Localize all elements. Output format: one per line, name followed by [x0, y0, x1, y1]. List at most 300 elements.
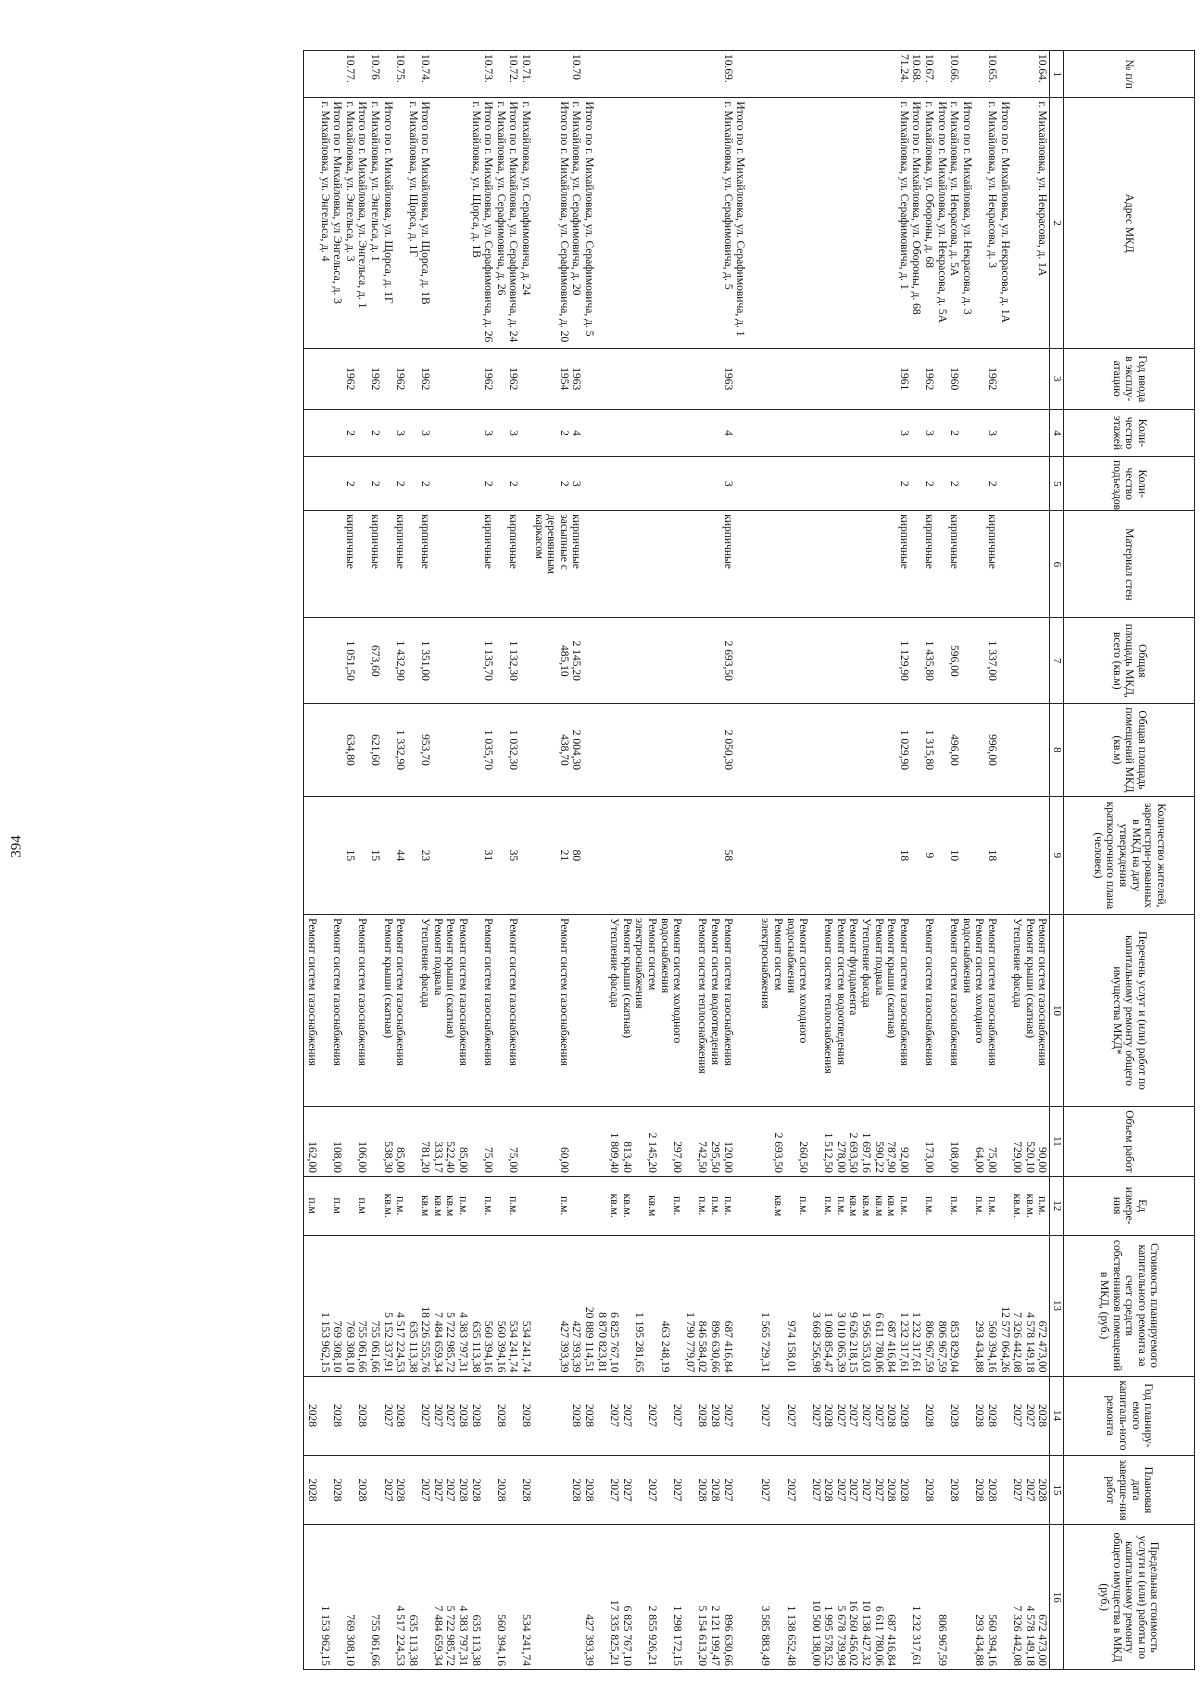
cell-line [582, 800, 595, 911]
cell-line: Итого по г. Михайловка, ул. Энгельса, д. 1 [356, 101, 369, 309]
cell-line [960, 1180, 973, 1232]
cell-line [356, 1528, 369, 1666]
cell-line [431, 800, 444, 911]
cell-line [671, 460, 684, 507]
cell-line [658, 413, 671, 453]
cell-line [998, 621, 1011, 700]
cell-line [696, 800, 709, 911]
cell-line [368, 1380, 381, 1452]
cell-line: 1 995 578,52 [822, 1605, 835, 1666]
cell-line [771, 54, 784, 94]
cell-line [545, 1380, 558, 1452]
cell-line: 85,00 [457, 1146, 470, 1173]
cell-line: 3 010 065,39 [834, 1312, 847, 1373]
cell-line [457, 514, 470, 614]
cell-line [494, 800, 507, 911]
cell-line [671, 54, 684, 94]
cell-line: 463 248,19 [658, 1320, 671, 1373]
cell-line: 3 [721, 480, 734, 487]
cell-line [696, 352, 709, 406]
cell-line: 2027 [721, 1404, 734, 1428]
cell-line: 10 500 138,00 [809, 1599, 822, 1666]
cell-line: 75,00 [986, 1146, 999, 1173]
cell-line [910, 413, 923, 453]
cell-line [469, 514, 482, 614]
cell-line: 1962 [507, 367, 520, 391]
cell-line: 162,00 [305, 1141, 318, 1173]
cell-line [532, 101, 545, 344]
cell-line [519, 621, 532, 700]
cell-line: 18 226 555,76 [419, 1306, 432, 1373]
cell-line [356, 352, 369, 406]
cell-line: 4 [721, 430, 734, 436]
cell-line [935, 514, 948, 614]
cell-line: Итого по г. Михайловка, ул. Щорса, д. 1Г [381, 101, 394, 304]
cell-line: 2027 [834, 1478, 847, 1502]
cell-line [633, 514, 646, 614]
cell-line [834, 413, 847, 453]
cell-line: кв.м [646, 1195, 658, 1217]
cell-line: Ремонт подвала [872, 918, 885, 996]
cell-line: 2 050,30 [721, 729, 734, 771]
cell-line: 17 335 825,21 [608, 1599, 621, 1666]
cell-line [822, 54, 835, 94]
cell-line [734, 1380, 747, 1452]
cell-line [860, 352, 873, 406]
cell-line [570, 1528, 583, 1666]
cell-line: 853 829,04 [948, 1320, 961, 1373]
cell-line [406, 621, 419, 700]
cell-line [431, 413, 444, 453]
cell-line [734, 54, 747, 94]
cell-line [797, 413, 810, 453]
cell-line [671, 352, 684, 406]
cell-line [595, 352, 608, 406]
cell-line: кв.м [444, 1195, 457, 1217]
cell-line [683, 460, 696, 507]
cell-line: 806 967,59 [935, 1614, 948, 1666]
cell-line [922, 1528, 935, 1666]
cell-line [457, 352, 470, 406]
cell-line: 2027 [381, 1478, 394, 1502]
cell-line [545, 707, 558, 793]
cell-line: 2 [482, 480, 495, 487]
cell-line [734, 621, 747, 700]
cell-line: г. Михайловка, ул. Серафимовича, д. 24 [520, 101, 533, 296]
cell-line [595, 54, 608, 94]
cell-line: п.м. [671, 1196, 684, 1216]
column-header: Объем работ [1064, 1106, 1195, 1176]
cell-line: 20 889 114,51 [583, 1306, 596, 1373]
cell-line [708, 800, 721, 911]
cell-line [494, 707, 507, 793]
cell-line: 2027 [646, 1404, 658, 1428]
cell-line: Ремонт систем теплоснабжения [696, 918, 709, 1074]
cell-line [1023, 800, 1036, 911]
cell-line: 10.75. [394, 54, 407, 83]
cell-line [381, 413, 394, 453]
cell-line: Ремонт систем холодного [973, 918, 986, 1044]
cell-line: 5 722 985,72 [444, 1312, 457, 1373]
cell-line [696, 101, 709, 344]
cell-line: 2027 [1023, 1404, 1036, 1428]
cell-line [784, 1180, 797, 1232]
column-header: Предельная стоимость услуги и (или) работы по капитальному ремонту общего имущества в МКД (руб.) [1064, 1525, 1195, 1670]
cell-line [620, 352, 633, 406]
column-number: 16 [1050, 1525, 1064, 1670]
cell-line [331, 1528, 344, 1666]
cell-line [671, 707, 684, 793]
cell-line [444, 413, 457, 453]
cell-line: кв.м [771, 1195, 784, 1217]
cell-line [343, 1380, 356, 1452]
cell-line [608, 800, 621, 911]
cell-line: 4 [570, 430, 583, 436]
cell-line: Утепление фасада [419, 918, 432, 1008]
cell-line [570, 1110, 583, 1173]
cell-line: 1 232 317,61 [910, 1605, 923, 1666]
cell-line: г. Михайловка, ул. Щорса, д. 1Г [406, 101, 419, 257]
cell-line [973, 514, 986, 614]
cell-line: водоснабжения [658, 918, 671, 994]
cell-line: 6 611 780,06 [872, 1606, 885, 1666]
cell-line [444, 101, 457, 344]
cell-line: 769 308,10 [343, 1320, 356, 1373]
cell-line: 2028 [986, 1478, 999, 1502]
cell-line: 2 145,20 [570, 640, 583, 681]
table-column-cell [304, 1176, 1050, 1235]
cell-line [960, 1380, 973, 1452]
cell-line: 120,00 [721, 1141, 734, 1173]
cell-line: 18 [986, 849, 999, 862]
cell-line [658, 1459, 671, 1522]
cell-line: кв.м. [608, 1193, 621, 1218]
cell-line: 2028 [923, 1478, 936, 1502]
cell-line: 3 [394, 430, 407, 436]
cell-line [935, 800, 948, 911]
cell-line [998, 707, 1011, 793]
cell-line [608, 352, 621, 406]
cell-line [658, 514, 671, 614]
cell-line: 2027 [444, 1478, 457, 1502]
cell-line: п.м. [507, 1196, 520, 1216]
cell-line [469, 352, 482, 406]
cell-line: 2027 [834, 1404, 847, 1428]
cell-line: 10.65. [986, 54, 999, 83]
cell-line [557, 54, 570, 94]
cell-line: 2027 [784, 1404, 797, 1428]
cell-line: Ремонт систем газоснабжения [948, 918, 961, 1066]
cell-line: п.м. [797, 1196, 810, 1216]
cell-line [620, 800, 633, 911]
cell-line: 7 484 659,34 [431, 1605, 444, 1666]
cell-line: 85,00 [394, 1146, 407, 1173]
cell-line: 2028 [948, 1478, 961, 1502]
cell-line [910, 621, 923, 700]
cell-line [973, 413, 986, 453]
cell-line: 2 [343, 430, 356, 436]
cell-line: 1962 [394, 367, 407, 391]
cell-line: 3 [570, 480, 583, 487]
cell-line [532, 1180, 545, 1232]
cell-line: п.м. [973, 1196, 986, 1216]
cell-line [696, 514, 709, 614]
cell-line [582, 621, 595, 700]
cell-line: 1 809,40 [608, 1132, 621, 1173]
cell-line: 106,00 [356, 1141, 369, 1173]
cell-line [444, 707, 457, 793]
cell-line: 953,70 [419, 734, 432, 766]
cell-line [771, 1239, 784, 1373]
cell-line [910, 1459, 923, 1522]
cell-line: 2028 [570, 1478, 583, 1502]
cell-line: 2027 [620, 1404, 633, 1428]
cell-line [494, 621, 507, 700]
cell-line [381, 352, 394, 406]
cell-line: Ремонт систем газоснабжения [897, 918, 910, 1066]
column-number: 1 [1050, 51, 1064, 98]
cell-line: 92,00 [897, 1146, 910, 1173]
cell-line: 2028 [923, 1404, 936, 1428]
cell-line: 687 416,84 [721, 1320, 734, 1373]
cell-line [444, 621, 457, 700]
cell-line: п.м. [708, 1196, 721, 1216]
cell-line [419, 1528, 432, 1666]
cell-line [1011, 413, 1024, 453]
cell-line: 2028 [696, 1478, 709, 1502]
cell-line [444, 460, 457, 507]
cell-line: 2028 [469, 1404, 482, 1428]
cell-line: 2027 [444, 1404, 457, 1428]
cell-line [696, 54, 709, 94]
cell-line [457, 460, 470, 507]
cell-line [683, 707, 696, 793]
cell-line: Итого по г Михайловка, ул Энгельса, д. 3 [331, 101, 344, 304]
cell-line [545, 352, 558, 406]
cell-line [532, 1380, 545, 1452]
cell-line: п.м. [721, 1196, 734, 1216]
cell-line [1011, 54, 1024, 94]
cell-line: Ремонт систем газоснабжения [305, 918, 318, 1066]
cell-line: Утепление фасада [860, 918, 873, 1008]
cell-line: 2 [986, 480, 999, 487]
cell-line [746, 800, 759, 911]
cell-line [595, 460, 608, 507]
column-number: 10 [1050, 915, 1064, 1107]
cell-line [708, 621, 721, 700]
cell-line: п.м. [482, 1196, 495, 1216]
cell-line [998, 54, 1011, 94]
cell-line [847, 707, 860, 793]
cell-line [457, 707, 470, 793]
cell-line: Ремонт систем газоснабжения [356, 918, 369, 1066]
cell-line [1011, 800, 1024, 911]
cell-line: Ремонт систем [646, 918, 658, 991]
cell-line: 590,22 [872, 1141, 885, 1173]
cell-line: 560 394,16 [494, 1614, 507, 1666]
cell-line [494, 352, 507, 406]
cell-line [822, 352, 835, 406]
cell-line: кирпичные [507, 514, 520, 569]
cell-line [545, 621, 558, 700]
cell-line [406, 413, 419, 453]
cell-line: 560 394,16 [482, 1320, 495, 1373]
cell-line [608, 101, 621, 344]
cell-line [545, 413, 558, 453]
cell-line: 534 241,74 [520, 1320, 533, 1373]
cell-line: 10.64. [1036, 54, 1049, 83]
cell-line: 2028 [331, 1478, 344, 1502]
column-header: Адрес МКД [1064, 98, 1195, 348]
cell-line: Ремонт крыши (скатная) [444, 918, 457, 1039]
cell-line [935, 1180, 948, 1232]
cell-line [998, 1528, 1011, 1666]
cell-line [834, 352, 847, 406]
cell-line [960, 1110, 973, 1173]
cell-line [608, 460, 621, 507]
cell-line: 2 [394, 480, 407, 487]
cell-line [595, 918, 608, 1103]
cell-line: 3 [923, 430, 936, 436]
table-header-row [1064, 51, 1195, 1670]
cell-line: 1 332,90 [394, 729, 407, 771]
cell-line: 1962 [482, 367, 495, 391]
cell-line: 3 [482, 430, 495, 436]
cell-line [708, 101, 721, 344]
cell-line: 1 298 172,15 [671, 1605, 684, 1666]
cell-line [872, 460, 885, 507]
cell-line [935, 1110, 948, 1173]
cell-line [595, 514, 608, 614]
cell-line: кв.м [860, 1195, 873, 1217]
cell-line [532, 352, 545, 406]
cell-line: 1 697,16 [860, 1132, 873, 1173]
cell-line: 2028 [494, 1404, 507, 1428]
cell-line [834, 101, 847, 344]
cell-line [746, 1459, 759, 1522]
cell-line [885, 707, 898, 793]
cell-line: 742,50 [696, 1141, 709, 1173]
cell-line [406, 514, 419, 614]
cell-line [608, 54, 621, 94]
cell-line: 10 [948, 849, 961, 862]
cell-line: 2 145,20 [646, 1132, 658, 1173]
table-column-cell [304, 1525, 1050, 1670]
cell-line: 2027 [671, 1404, 684, 1428]
cell-line [633, 54, 646, 94]
cell-line: 2 [343, 480, 356, 487]
cell-line: 687 416,84 [885, 1614, 898, 1666]
cell-line [1023, 460, 1036, 507]
cell-line [734, 1528, 747, 1666]
cell-line [545, 1110, 558, 1173]
cell-line: 1 432,90 [394, 640, 407, 681]
cell-line: 1960 [948, 367, 961, 391]
cell-line [620, 413, 633, 453]
cell-line [1023, 514, 1036, 614]
cell-line: кирпичные [343, 514, 356, 569]
cell-line [973, 621, 986, 700]
cell-line [645, 800, 658, 911]
cell-line: кв.м [885, 1195, 898, 1217]
cell-line: 1 029,90 [897, 729, 910, 771]
cell-line [872, 54, 885, 94]
cell-line [595, 1180, 608, 1232]
cell-line [431, 101, 444, 344]
column-header: Год ввода в эксплу-атацию [1064, 348, 1195, 409]
cell-line [910, 800, 923, 911]
cell-line [608, 707, 621, 793]
cell-line [834, 621, 847, 700]
cell-line: г. Михайловка, ул. Энгельса, д. 3 [343, 101, 356, 262]
cell-line: 560 394,16 [986, 1614, 999, 1666]
cell-line: 260,50 [797, 1141, 810, 1173]
table-body-row [304, 51, 1050, 1670]
cell-line: 2028 [897, 1404, 910, 1428]
cell-line: Ремонт систем водоотведения [834, 918, 847, 1066]
cell-line: 10.69. [721, 54, 734, 83]
cell-line [809, 54, 822, 94]
cell-line [935, 54, 948, 94]
cell-line: 755 061,66 [368, 1320, 381, 1373]
cell-line [532, 54, 545, 94]
cell-line: 3 [986, 430, 999, 436]
cell-line [935, 460, 948, 507]
cell-line [746, 918, 759, 1103]
cell-line [809, 352, 822, 406]
cell-line [671, 800, 684, 911]
cell-line [469, 1110, 482, 1173]
cell-line [809, 460, 822, 507]
cell-line: 2 [948, 430, 961, 436]
cell-line: 1963 [721, 367, 734, 391]
cell-line [746, 460, 759, 507]
cell-line [406, 1459, 419, 1522]
cell-line [633, 1180, 646, 1232]
cell-line: 1962 [986, 367, 999, 391]
cell-line [1023, 707, 1036, 793]
cell-line: кв.м. [1023, 1193, 1036, 1218]
cell-line: Ремонт крыши (скатная) [620, 918, 633, 1039]
cell-line [1036, 413, 1049, 453]
cell-line [734, 800, 747, 911]
cell-line: засыпные с [557, 514, 570, 570]
cell-line: 7 484 659,34 [431, 1312, 444, 1373]
cell-line [910, 514, 923, 614]
cell-line: 806 967,59 [923, 1320, 936, 1373]
cell-line [860, 54, 873, 94]
cell-line [771, 413, 784, 453]
cell-line [696, 707, 709, 793]
cell-line: 2027 [608, 1478, 621, 1502]
cell-line [834, 707, 847, 793]
cell-line [834, 800, 847, 911]
cell-line: Ремонт систем водоотведения [708, 918, 721, 1066]
cell-line [494, 1110, 507, 1173]
cell-line [885, 413, 898, 453]
cell-line: 2028 [822, 1478, 835, 1502]
cell-line: электроснабжения [759, 918, 772, 1009]
cell-line: 10 138 427,32 [860, 1599, 873, 1666]
cell-line [444, 514, 457, 614]
cell-line [431, 707, 444, 793]
cell-line [683, 1528, 696, 1666]
cell-line [431, 621, 444, 700]
cell-line [633, 800, 646, 911]
column-number: 13 [1050, 1235, 1064, 1376]
cell-line: 4 517 224,53 [394, 1312, 407, 1373]
cell-line: 560 394,16 [986, 1320, 999, 1373]
